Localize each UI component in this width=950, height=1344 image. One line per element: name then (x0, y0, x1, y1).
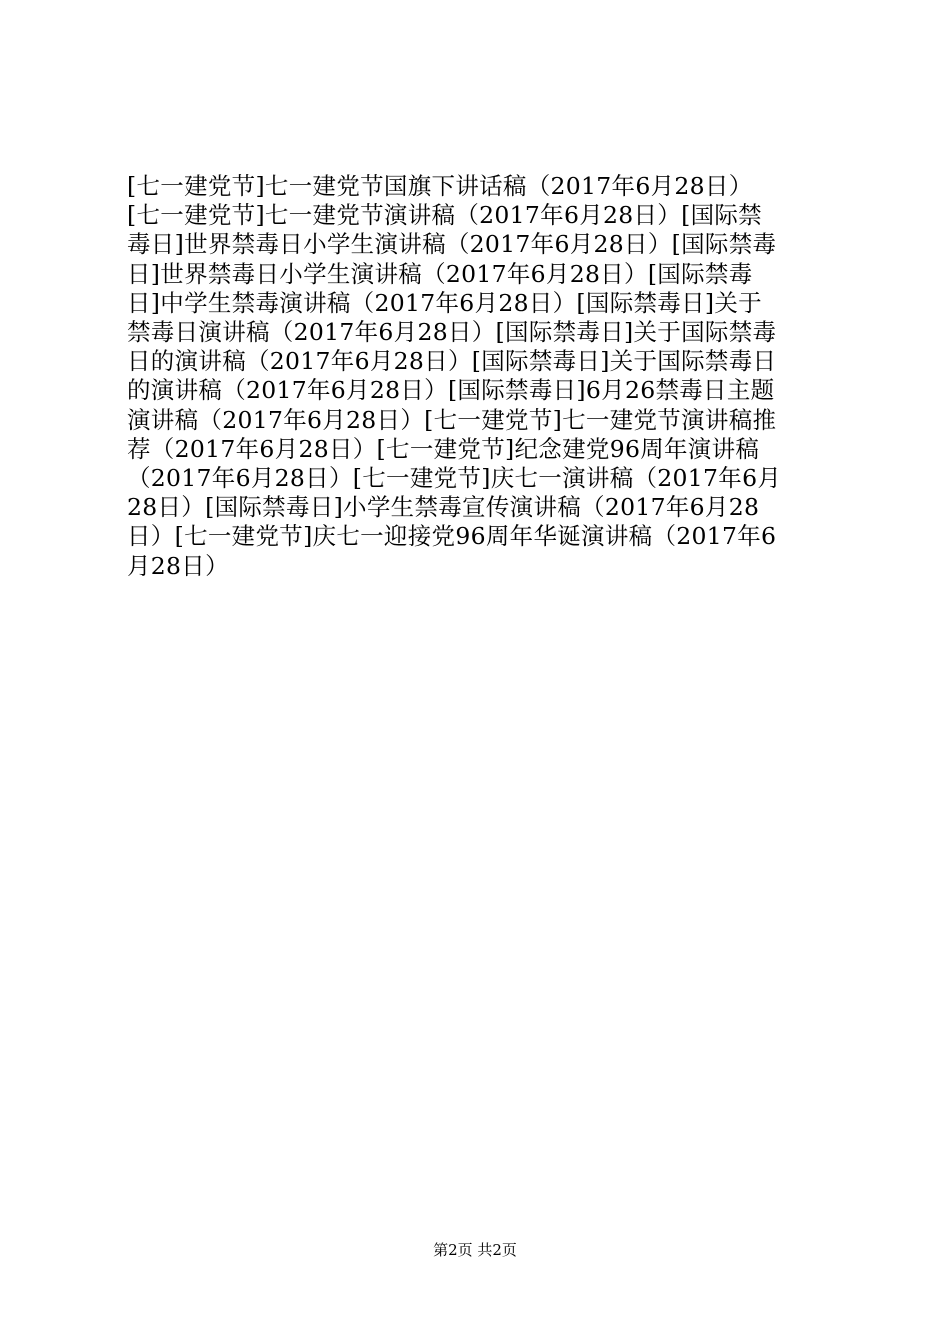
text-line: 日]中学生禁毒演讲稿（2017年6月28日）[国际禁毒日]关于 (127, 288, 762, 317)
text-line: [七一建党节]七一建党节演讲稿（2017年6月28日）[国际禁 (127, 201, 762, 230)
text-line: 的演讲稿（2017年6月28日）[国际禁毒日]6月26禁毒日主题 (127, 376, 775, 405)
text-line: （2017年6月28日）[七一建党节]庆七一演讲稿（2017年6月 (127, 464, 782, 493)
page-number-label: 第2页 共2页 (433, 1241, 517, 1259)
text-line: 月28日） (127, 551, 229, 580)
text-line: 28日）[国际禁毒日]小学生禁毒宣传演讲稿（2017年6月28 (127, 493, 760, 522)
page-footer (0, 1240, 950, 1260)
text-line: 演讲稿（2017年6月28日）[七一建党节]七一建党节演讲稿推 (127, 405, 777, 434)
text-line: [七一建党节]七一建党节国旗下讲话稿（2017年6月28日） (127, 172, 753, 200)
text-line: 毒日]世界禁毒日小学生演讲稿（2017年6月28日）[国际禁毒 (127, 230, 777, 259)
text-line: 日）[七一建党节]庆七一迎接党96周年华诞演讲稿（2017年6 (127, 522, 777, 551)
text-line: 日的演讲稿（2017年6月28日）[国际禁毒日]关于国际禁毒日 (127, 347, 777, 376)
text-line: 荐（2017年6月28日）[七一建党节]纪念建党96周年演讲稿 (127, 434, 760, 463)
text-line: 日]世界禁毒日小学生演讲稿（2017年6月28日）[国际禁毒 (127, 259, 753, 288)
document-body (127, 172, 833, 581)
text-line: 禁毒日演讲稿（2017年6月28日）[国际禁毒日]关于国际禁毒 (127, 318, 777, 347)
